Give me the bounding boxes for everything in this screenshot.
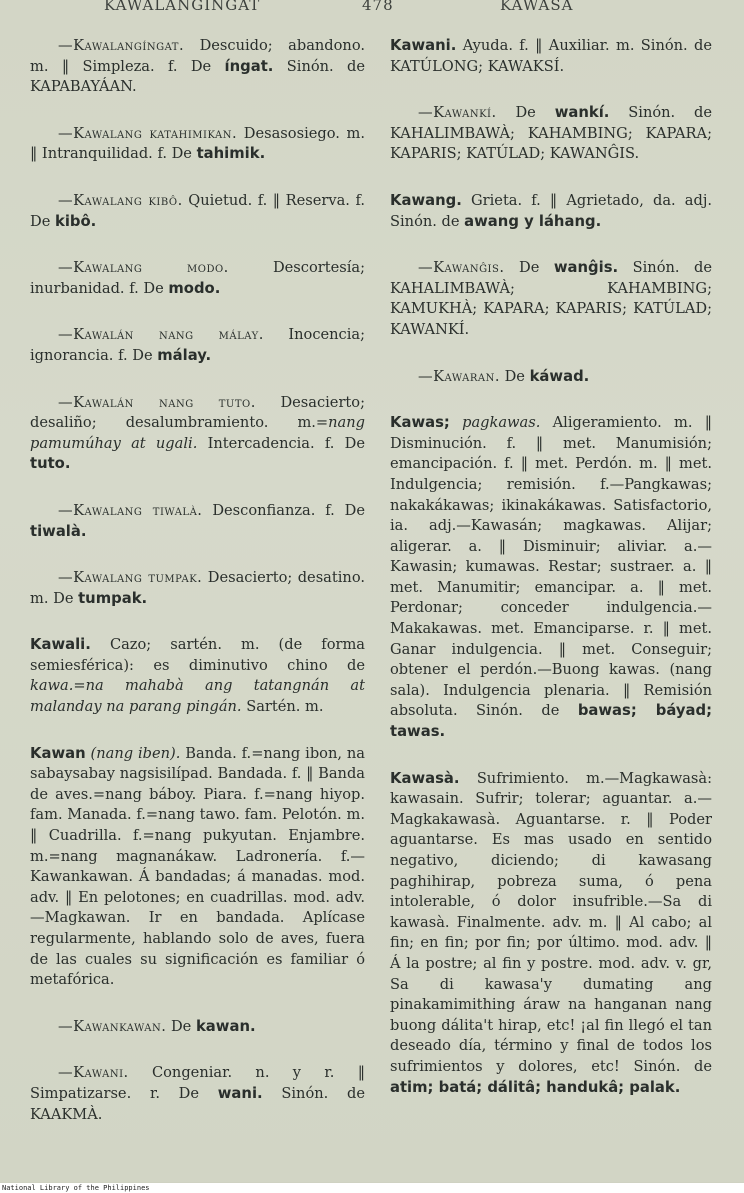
- header-left-guideword: KAWALANGINGAT: [104, 0, 261, 14]
- entry-headword: Kawasà. Sufrimiento. m.—Magkawasà: kawasain. Sufrir; tolerar; aguantar. a.—Magkakawasà. Aguantarse. r. ‖ Poder aguantarse. Es mas usado en sentido negativo, diciendo; di kawasang paghihirap, pobreza suma, ó pena intolerable, ó dolor insufrible.—Sa di kawasà. Finalmente. adv. m. ‖ Al cabo; al fin; en fin; por fin; por último. mod. adv. ‖ Á la postre; al fin y postre. mod. adv. v. gr, Sa di kawasa'y dumating ang pinakamimithing áraw na hanganan nang buong dálita't hirap, etc! ¡al fin llegó el tan deseado día, término y final de todos los sufrimientos y dolores, etc! Sinón. de atim; batá; dálitâ; handukâ; palak.: [390, 769, 712, 1096]
- entry-headword: Kawang. Grieta. f. ‖ Agrietado, da. adj. Sinón. de awang y láhang.: [390, 191, 712, 230]
- entry: —Kawalang modo. Descortesía; inurbanidad. f. De modo.: [30, 259, 365, 297]
- entry: —Kawalang tiwalà. Desconfianza. f. De tiwalà.: [30, 501, 366, 540]
- left-column: [30, 36, 365, 1151]
- entry: —Kawalán nang málay. Inocencia; ignorancia. f. De málay.: [30, 326, 366, 364]
- entry: —Kawalangíngat. Descuido; abandono. m. ‖ Simpleza. f. De íngat. Sinón. de KAPABAYÁAN.: [30, 37, 366, 96]
- entry: —Kawanĝis. De wanĝis. Sinón. de KAHALIMBAWÀ; KAHAMBING; KAMUKHÀ; KAPARA; KAPARIS; KATÚLAD; KAWANKÍ.: [390, 259, 712, 338]
- page-number: 478: [362, 0, 394, 14]
- right-column: [390, 36, 712, 1124]
- library-footer: National Library of the Philippines: [0, 1183, 744, 1193]
- entry-headword: Kawas; pagkawas. Aligeramiento. m. ‖ Disminución. f. ‖ met. Manumisión; emancipación. f. ‖ met. Perdón. m. ‖ met. Indulgencia; remisión. f.—Pangkawas; nakakákawas; ikinakákawas. Satisfactorio, ia. adj.—Kawasán; magkawas. Alijar; aligerar. a. ‖ Disminuir; aliviar. a.—Kawasin; kumawas. Restar; sustraer. a. ‖ met. Manumitir; emancipar. a. ‖ met. Perdonar; conceder indulgencia.—Makakawas. met. Emanciparse. r. ‖ met. Ganar indulgencia. ‖ met. Conseguir; obtener el perdón.—Buong kawas. (nang sala). Indulgencia plenaria. ‖ Remisión absoluta. Sinón. de bawas; báyad; tawas.: [390, 414, 713, 741]
- entry: —Kawalán nang tuto. Desacierto; desaliño; desalumbramiento. m.=nang pamumúhay at ugali. Intercadencia. f. De tuto.: [30, 393, 365, 473]
- entry: —Kawalang tumpak. Desacierto; desatino. m. De tumpak.: [30, 569, 365, 607]
- entry-headword: Kawali. Cazo; sartén. m. (de forma semiesférica): es diminutivo chino de kawa.=na mahabà ang tatangnán at malanday na parang pingán. Sartén. m.: [30, 636, 365, 716]
- entry: —Kawaran. De káwad.: [418, 367, 590, 385]
- entry: —Kawalang kibô. Quietud. f. ‖ Reserva. f. De kibô.: [30, 191, 365, 230]
- entry: —Kawani. Congeniar. n. y r. ‖ Simpatizarse. r. De wani. Sinón. de KAAKMÀ.: [30, 1064, 365, 1123]
- entry: —Kawankí. De wankí. Sinón. de KAHALIMBAWÀ; KAHAMBING; KAPARA; KAPARIS; KATÚLAD; KAWANĜIS.: [390, 104, 713, 163]
- entry: —Kawalang katahimikan. Desasosiego. m. ‖ Intranquilidad. f. De tahimik.: [30, 124, 365, 163]
- running-header: [0, 0, 744, 16]
- entry-headword: Kawani. Ayuda. f. ‖ Auxiliar. m. Sinón. de KATÚLONG; KAWAKSÍ.: [390, 37, 713, 75]
- entry-headword: Kawan (nang iben). Banda. f.=nang ibon, na sabaysabay nagsisilípad. Bandada. f. ‖ Banda de aves.=nang báboy. Piara. f.=nang hiyop. fam. Manada. f.=nang tawo. fam. Pelotón. m. ‖ Cuadrilla. f.=nang pukyutan. Enjambre. m.=nang magnanákaw. Ladronería. f.—Kawankawan. Á bandadas; á manadas. mod. adv. ‖ En pelotones; en cuadrillas. mod. adv.—Magkawan. Ir en bandada. Aplícase regularmente, hablando solo de aves, fuera de las cuales su significación es familiar ó metafórica.: [30, 744, 365, 989]
- entry: —Kawankawan. De kawan.: [58, 1017, 256, 1035]
- header-right-guideword: KAWASA: [500, 0, 574, 14]
